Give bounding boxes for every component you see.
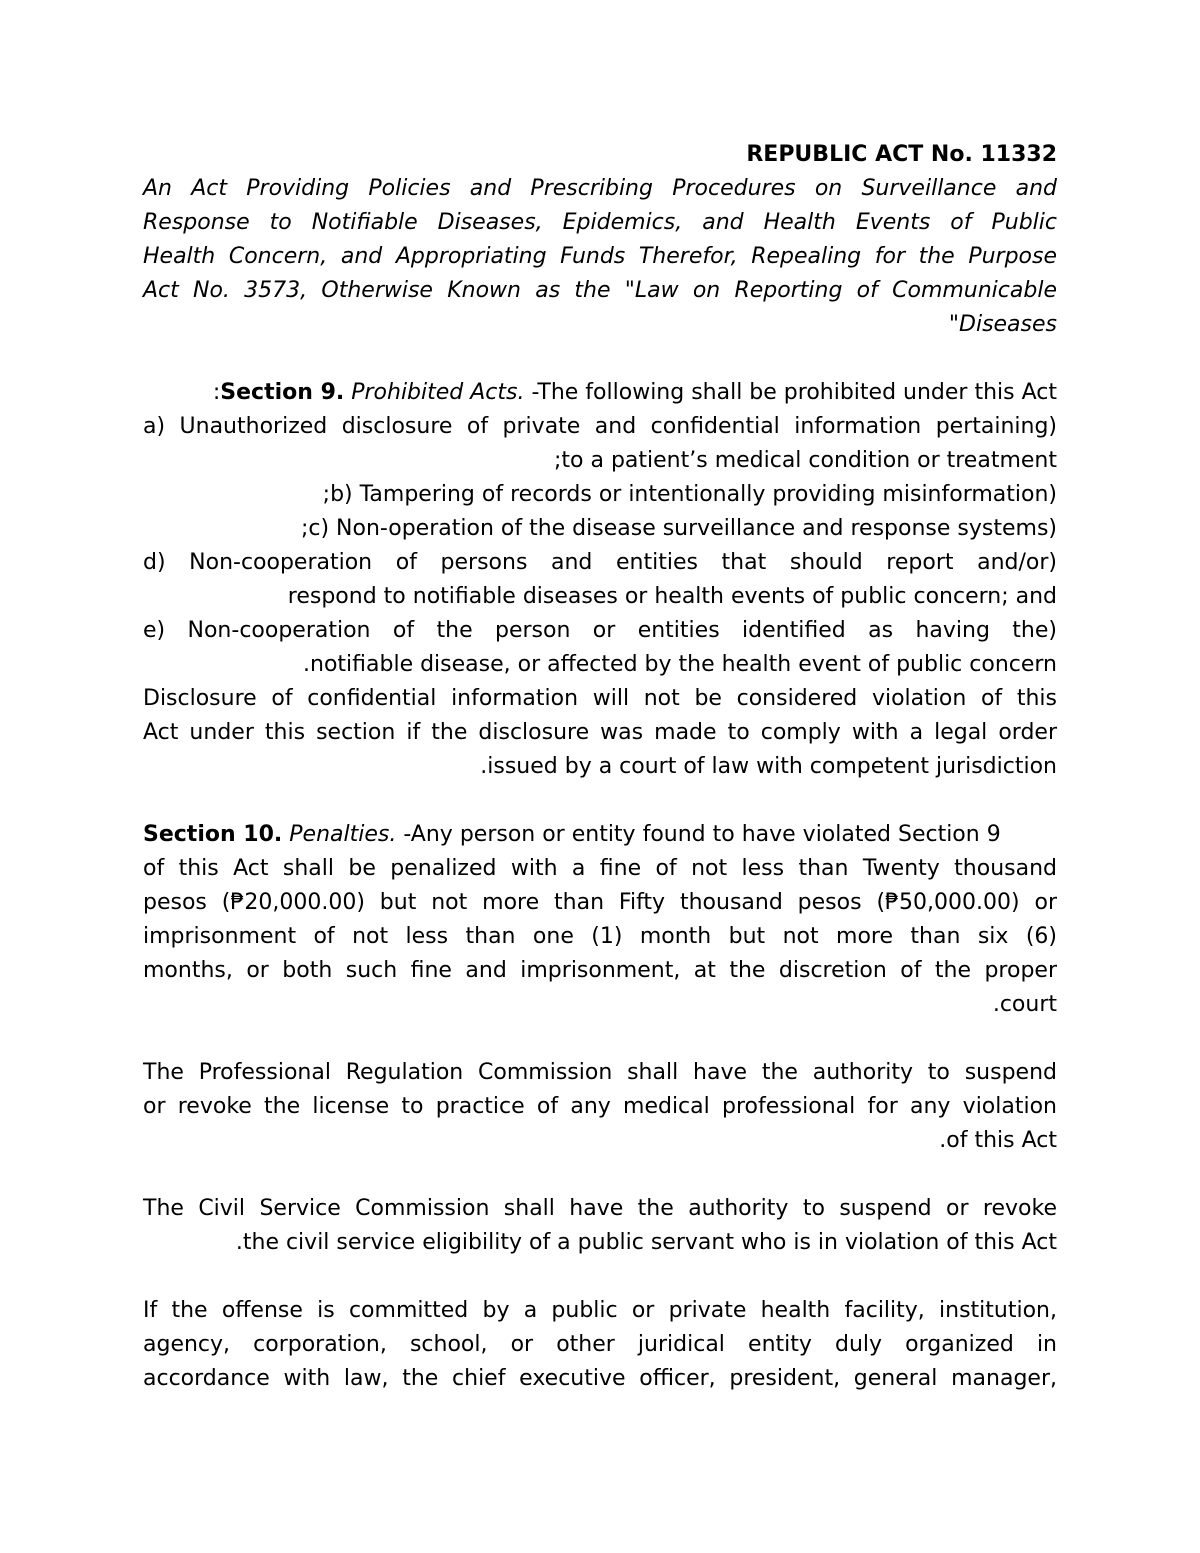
section-10-line-6: .court	[992, 992, 1057, 1017]
prc-paragraph-line-2: or revoke the license to practice of any medical professional for any violation	[143, 1094, 1057, 1119]
section-9-heading-line	[143, 376, 1057, 410]
prc-paragraph-line-3: .of this Act	[939, 1128, 1057, 1153]
spacer	[143, 1260, 1057, 1294]
section-9-item-c: ;c) Non-operation of the disease surveillance and response systems)	[300, 516, 1057, 541]
section-10-line-2: of this Act shall be penalized with a fine of not less than Twenty thousand	[143, 856, 1057, 881]
section-9-item-d-line-2: respond to notifiable diseases or health events of public concern; and	[287, 584, 1057, 609]
section-9-prefix: :	[212, 380, 221, 405]
spacer	[143, 784, 1057, 818]
section-9-heading: Prohibited Acts.	[351, 380, 525, 405]
section-9-item-a-line-2: ;to a patient’s medical condition or treatment	[553, 448, 1057, 473]
act-subtitle-line-4: Act No. 3573, Otherwise Known as the "Law on Reporting of Communicable	[143, 278, 1057, 303]
csc-paragraph-line-2: .the civil service eligibility of a public servant who is in violation of this Act	[235, 1230, 1057, 1255]
prc-paragraph-line-1: The Professional Regulation Commission shall have the authority to suspend	[143, 1060, 1057, 1085]
section-9-item-d-line-1: d) Non-cooperation of persons and entities that should report and/or)	[143, 550, 1057, 575]
document-page	[143, 138, 1057, 1396]
section-9-disclosure-line-3: .issued by a court of law with competent jurisdiction	[480, 754, 1057, 779]
act-subtitle-line-5: "Diseases	[948, 312, 1057, 337]
act-subtitle-line-2: Response to Notifiable Diseases, Epidemics, and Health Events of Public	[143, 210, 1057, 235]
section-9-item-b: ;b) Tampering of records or intentionally providing misinformation)	[322, 482, 1057, 507]
section-10-heading-line	[143, 818, 1057, 852]
csc-paragraph-line-1: The Civil Service Commission shall have the authority to suspend or revoke	[143, 1196, 1057, 1221]
section-9-label: Section 9.	[220, 380, 345, 405]
act-subtitle-line-3: Health Concern, and Appropriating Funds Therefor, Repealing for the Purpose	[143, 244, 1057, 269]
section-9-item-a-line-1: a) Unauthorized disclosure of private and confidential information pertaining)	[143, 414, 1057, 439]
section-10-heading: Penalties.	[289, 822, 397, 847]
section-9-item-e-line-1: e) Non-cooperation of the person or entities identified as having the)	[143, 618, 1057, 643]
spacer	[143, 1158, 1057, 1192]
section-9-disclosure-line-2: Act under this section if the disclosure was made to comply with a legal order	[143, 720, 1057, 745]
spacer	[143, 1022, 1057, 1056]
section-10-line-4: imprisonment of not less than one (1) month but not more than six (6)	[143, 924, 1057, 949]
section-10-lead: -Any person or entity found to have violated Section 9	[396, 822, 1001, 847]
section-9-item-e-line-2: .notifiable disease, or affected by the health event of public concern	[303, 652, 1057, 677]
section-10-line-5: months, or both such fine and imprisonment, at the discretion of the proper	[143, 958, 1057, 983]
section-10-label: Section 10.	[143, 822, 283, 847]
section-9-lead: -The following shall be prohibited under this Act	[524, 380, 1057, 405]
section-10-line-3: pesos (₱20,000.00) but not more than Fifty thousand pesos (₱50,000.00) or	[143, 890, 1057, 915]
act-title: REPUBLIC ACT No. 11332	[746, 142, 1057, 167]
offense-paragraph-line-3: accordance with law, the chief executive officer, president, general manager,	[143, 1366, 1057, 1391]
offense-paragraph-line-1: If the offense is committed by a public or private health facility, institution,	[143, 1298, 1057, 1323]
offense-paragraph-line-2: agency, corporation, school, or other juridical entity duly organized in	[143, 1332, 1057, 1357]
act-subtitle-line-1: An Act Providing Policies and Prescribing Procedures on Surveillance and	[143, 176, 1057, 201]
spacer	[143, 342, 1057, 376]
section-9-disclosure-line-1: Disclosure of confidential information will not be considered violation of this	[143, 686, 1057, 711]
